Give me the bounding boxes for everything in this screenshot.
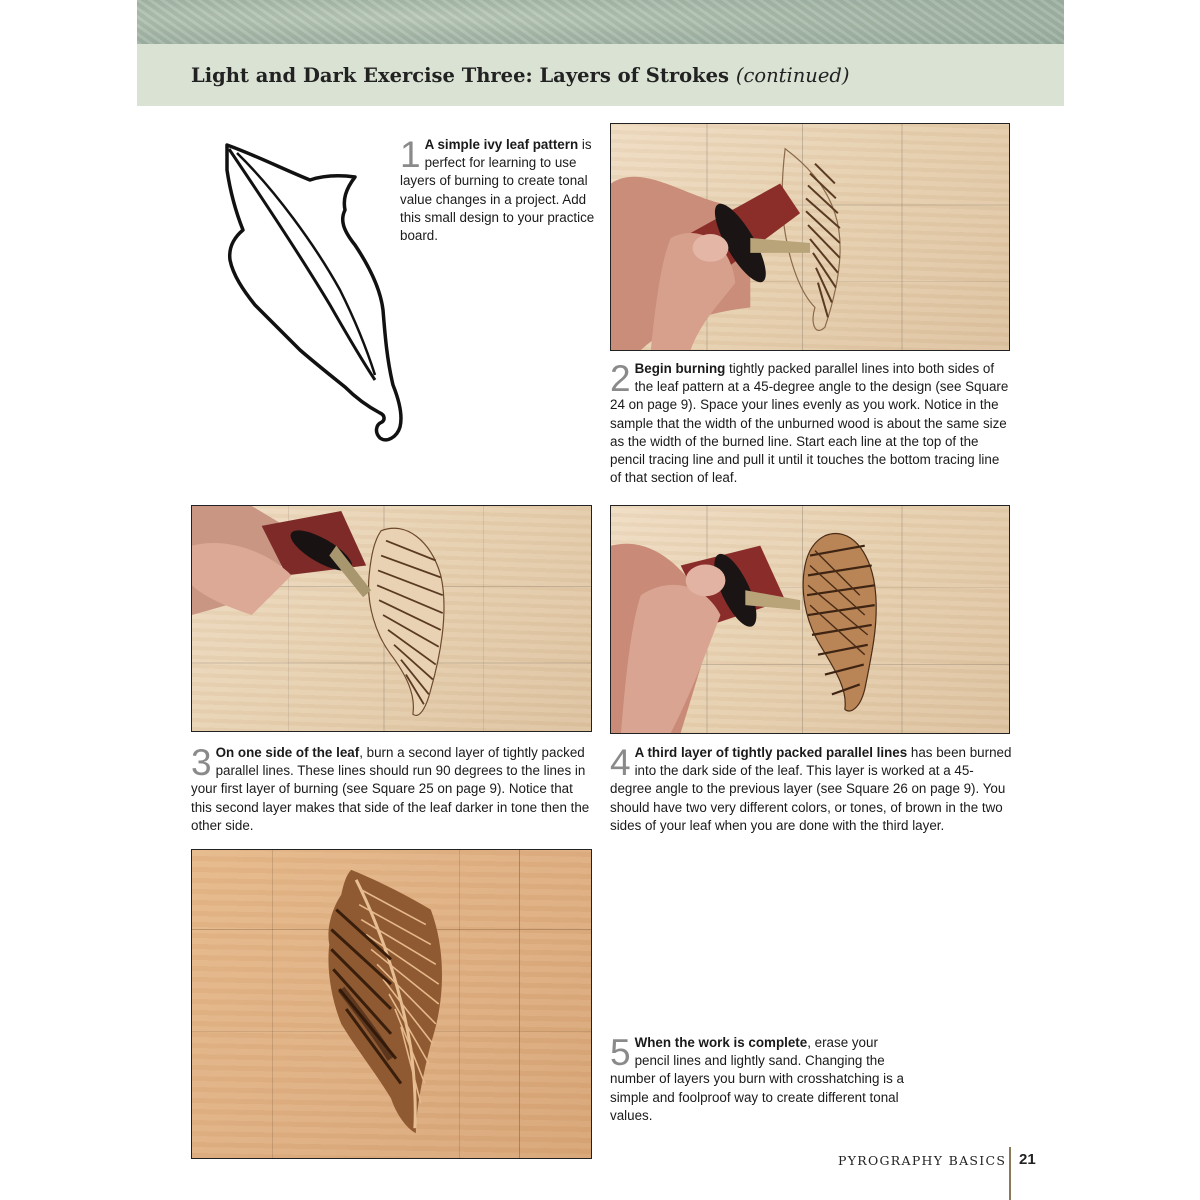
step-1-photo (610, 123, 1010, 351)
step-2-text (610, 360, 1012, 487)
footer-section-label: PYROGRAPHY BASICS (838, 1153, 1007, 1168)
step-5-text (610, 1034, 910, 1125)
step-4-body: has been burned into the dark side of the leaf. This layer is worked at a 45-degree angle to the previous layer (see Square 26 on page 9). You should have two very different colors, or tones, of brown in the two sides of your leaf when you are done with the third layer. (610, 745, 1012, 833)
ivy-leaf-pattern-drawing (215, 135, 410, 450)
step-1-text (400, 136, 600, 245)
header-banner (137, 0, 1064, 44)
step-3-number: 3 (191, 742, 212, 783)
step-2-lead: Begin burning (634, 361, 726, 376)
step-4-photo (610, 505, 1010, 734)
step-4-number: 4 (610, 742, 631, 783)
step-5-lead: When the work is complete (634, 1035, 808, 1050)
page-title (191, 64, 850, 87)
step-5-photo (191, 849, 592, 1159)
page-number: 21 (1019, 1151, 1036, 1168)
step-2-number: 2 (610, 358, 631, 399)
step-4-lead: A third layer of tightly packed parallel lines (634, 745, 908, 760)
footer-divider (1009, 1147, 1011, 1200)
step-1-lead: A simple ivy leaf pattern (424, 137, 579, 152)
step-3-photo (191, 505, 592, 732)
title-bar (137, 44, 1064, 106)
step-1-number: 1 (400, 134, 421, 175)
step-3-body: , burn a second layer of tightly packed parallel lines. These lines should run 90 degrees to the lines in your first layer of burning (see Square 25 on page 9). Notice that this second layer makes that side of the leaf darker in tone then the other side. (191, 745, 590, 833)
step-2-body: tightly packed parallel lines into both sides of the leaf pattern at a 45-degree angle to the design (see Square 24 on page 9). Space your lines evenly as you work. Notice in the sample that the width of the unburned wood is about the same size as the width of the burned line. Start each line at the top of the pencil tracing line and pull it until it touches the bottom tracing line of that section of leaf. (610, 361, 1009, 486)
step-3-lead: On one side of the leaf (215, 745, 360, 760)
step-3-text (191, 744, 593, 835)
step-4-text (610, 744, 1012, 835)
step-5-body: , erase your pencil lines and lightly sand. Changing the number of layers you burn with crosshatching is a simple and foolproof way to create different tonal values. (610, 1035, 904, 1123)
title-main: Light and Dark Exercise Three: Layers of Strokes (191, 64, 730, 87)
title-suffix: (continued) (735, 64, 850, 87)
step-1-body: is perfect for learning to use layers of burning to create tonal value changes in a project. Add this small design to your practice board. (400, 137, 595, 244)
step-5-number: 5 (610, 1032, 631, 1073)
